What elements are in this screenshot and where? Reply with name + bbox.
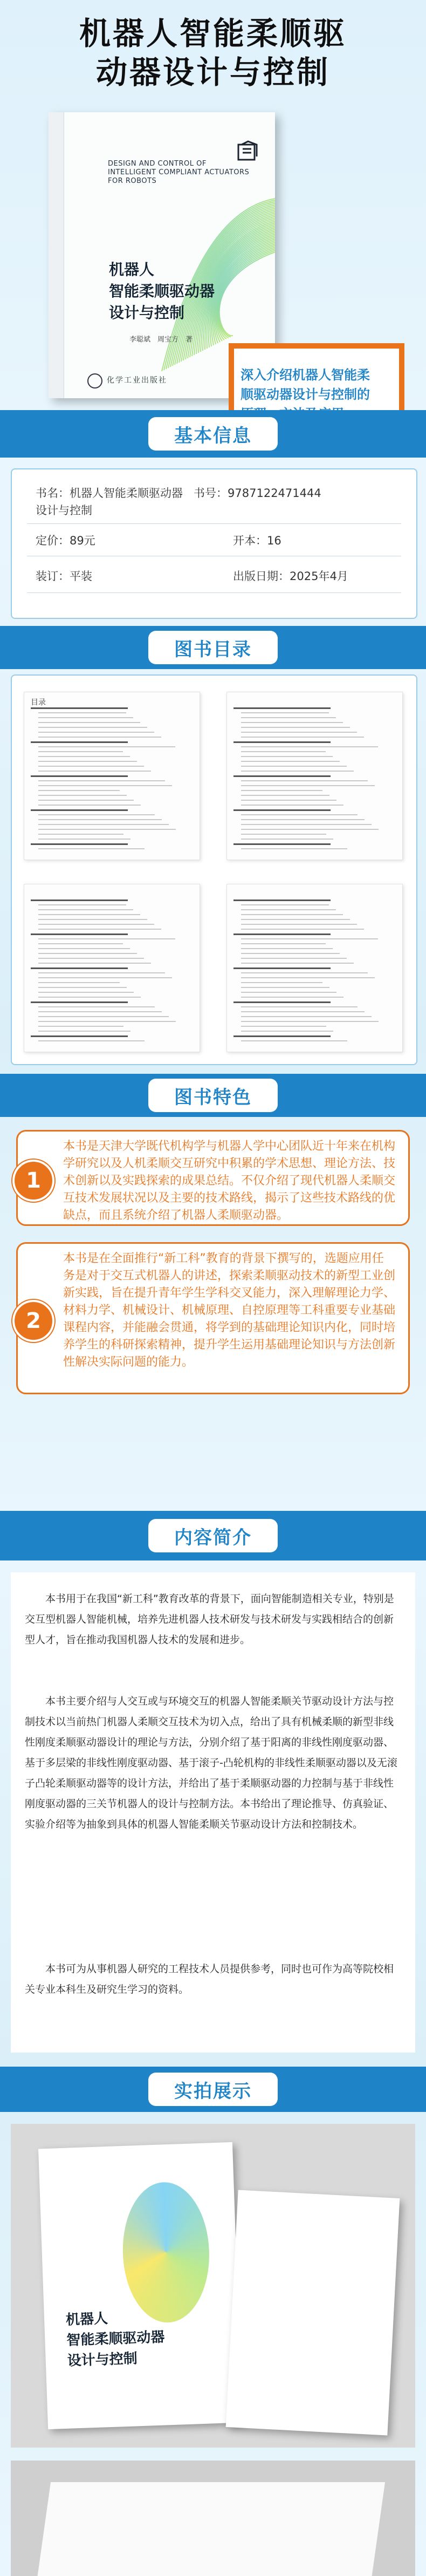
section-title-intro: 内容简介: [148, 1519, 278, 1552]
info-binding: 装订：平装: [36, 570, 92, 583]
tagline-line1: 深入介绍机器人智能柔: [241, 367, 370, 383]
info-title: 书名：机器人智能柔顺驱动器 书号：9787122471444: [36, 487, 321, 500]
section-title-features: 图书特色: [148, 1079, 278, 1112]
photo-books: [11, 2124, 415, 2448]
intro-p1: 本书用于在我国“新工科”教育改革的背景下，面向智能制造相关专业，特别是交互型机器人智能机械，培养先进机器人技术研发与技术研发与实践相结合的创新型人才，旨在推动我国机器人技术的发展和进步。: [25, 1593, 394, 1646]
cover-english-title: DESIGN AND CONTROL OF INTELLIGENT COMPLIANT ACTUATORS FOR ROBOTS: [108, 160, 250, 185]
info-price: 定价：89元: [36, 534, 95, 547]
intro-card: [11, 1572, 415, 2053]
hero-title-line2: 动器设计与控制: [95, 54, 330, 91]
toc-page-1: 目录: [24, 692, 200, 860]
section-title-info: 基本信息: [148, 417, 278, 451]
intro-p3: 本书可为从事机器人研究的工程技术人员提供参考，同时也可作为高等院校相关专业本科生及研究生学习的资料。: [25, 1963, 394, 1995]
intro-p2: 本书主要介绍与人交互或与环境交互的机器人智能柔顺关节驱动设计方法与控制技术以当前热门机器人柔顺交互技术为切入点，给出了具有机械柔顺的新型非线性刚度柔顺驱动器设计的理论与方法，分别介绍了基于阳离的非线性刚度驱动器、基于多层梁的非线性刚度驱动器、基于滚子-凸轮机构的非线性柔顺驱动器以及无滚子凸轮柔顺驱动器等的设计方法，并给出了基于柔顺驱动器的力控制与基于非线性刚度驱动器的三关节机器人的设计与控制方法。本书给出了理论推导、仿真验证、实验介绍等为抽象到具体的机器人智能柔顺关节驱动设计方法和控制技术。: [25, 1695, 397, 1830]
hero-title-line1: 机器人智能柔顺驱: [79, 15, 347, 52]
info-card: [11, 468, 417, 619]
feature-2: [16, 1242, 410, 1394]
company-logo-icon: [237, 140, 258, 161]
hero-title: [0, 14, 426, 92]
toc-page-4: [226, 884, 403, 1052]
photo-open-book: [11, 2461, 415, 2576]
tagline-line2: 顺驱动器设计与控制的: [241, 387, 370, 402]
publisher-mark-icon: [87, 373, 102, 389]
info-format: 开本：16: [233, 534, 281, 547]
cover-authors: 李聪斌 周宝方 著: [129, 336, 193, 344]
section-header-features: [0, 1074, 426, 1117]
info-title-cont: 设计与控制: [36, 504, 92, 517]
feature-1: [16, 1130, 410, 1226]
feature-text-2: 本书是在全面推行“新工科”教育的背景下撰写的，选题应用任务是对于交互式机器人的讲述，探索柔顺驱动技术的新型工业创新实践，旨在提升青年学生学科交叉能力，深入理解理论力学、材料力学、机械设计、机械原理、自控原理等工科重要专业基础课程内容，并能融会贯通，将学到的基础理论知识内化，同时培养学生的科研探索精神，提升学生运用基础理论知识与方法创新性解决实际问题的能力。: [63, 1252, 396, 1369]
section-header-info: [0, 410, 426, 458]
toc-page-3: [24, 884, 200, 1052]
section-title-photos: 实拍展示: [148, 2073, 278, 2106]
toc-card: [11, 674, 417, 1065]
section-header-toc: [0, 626, 426, 669]
book-spine: [49, 112, 64, 398]
info-pubdate: 出版日期：2025年4月: [233, 570, 348, 583]
photo-book-back: [226, 2190, 400, 2435]
photo-book-front: 机器人 智能柔顺驱动器 设计与控制: [38, 2142, 242, 2429]
cover-chinese-title: 机器人 智能柔顺驱动器 设计与控制: [109, 261, 215, 322]
toc-page-2: [226, 692, 403, 860]
feature-number-1: 1: [12, 1160, 54, 1202]
section-header-photos: [0, 2067, 426, 2112]
cover-publisher: 化学工业出版社: [107, 376, 167, 385]
section-header-intro: [0, 1511, 426, 1560]
section-title-toc: 图书目录: [148, 631, 278, 664]
feature-text-1: 本书是天津大学既代机构学与机器人学中心团队近十年来在机构学研究以及人机柔顺交互研究中积累的学术思想、理论方法、技术创新以及实践探索的成果总结。不仅介绍了现代机器人柔顺交互技术发展状况以及主要的技术路线，揭示了这些技术路线的优缺点，而且系统介绍了机器人柔顺驱动器。: [63, 1140, 396, 1222]
feature-number-2: 2: [12, 1300, 54, 1342]
